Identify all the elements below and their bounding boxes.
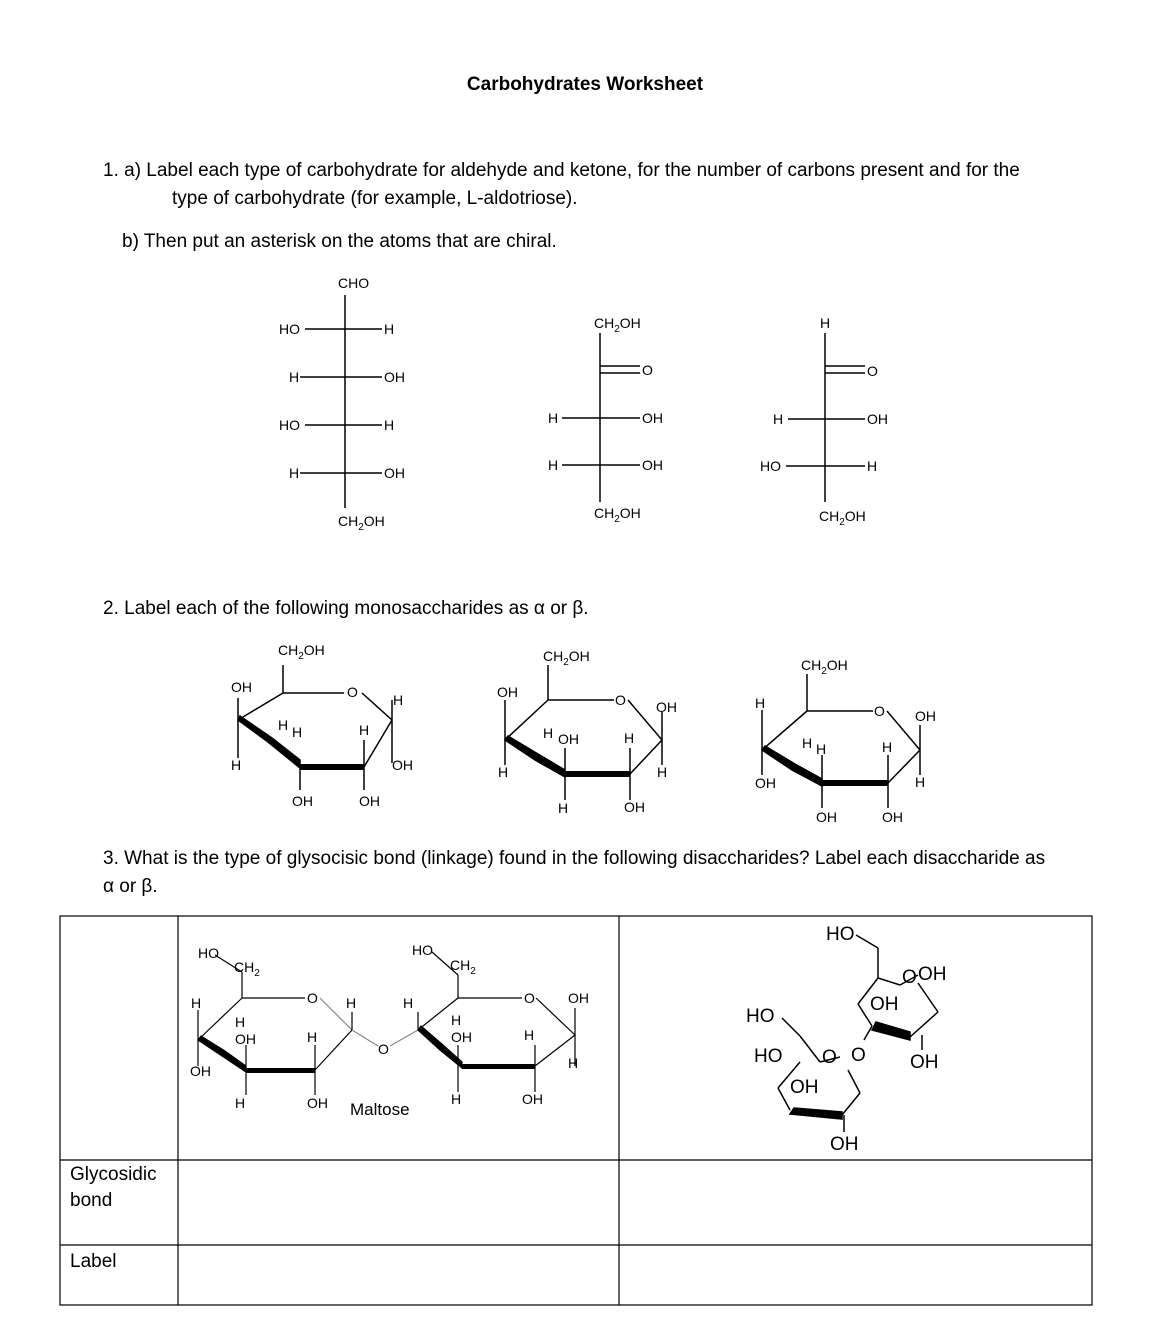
haworth3-oh-bottom2: OH [882,809,903,825]
di2-ring-o-upper: O [902,967,917,988]
di2-ho-mid: HO [746,1006,775,1027]
question-1a-line1: 1. a) Label each type of carbohydrate for aldehyde and ketone, for the number of carbons present and for the [103,160,1020,181]
haworth1-h3: H [359,722,370,738]
haworth1-oh-bottom2: OH [359,793,380,809]
di2-oh-right: OH [910,1052,939,1073]
maltose-ho-left: HO [198,945,219,961]
haworth2-ring-o: O [615,692,626,708]
maltose-label: Maltose [350,1100,410,1119]
haworth1-oh-left: OH [231,679,252,695]
haworth1-h-left: H [231,757,242,773]
di2-ho-top: HO [826,924,855,945]
haworth3-ch2oh: $CH_2OH$ [801,657,848,677]
haworth-ring-3 [762,674,920,808]
di2-oh-upper-mid: OH [870,994,899,1015]
haworth3-oh-bottom1: OH [816,809,837,825]
haworth2-ch2oh: $CH_2OH$ [543,648,590,668]
fischer3-right-2: H [867,458,878,474]
haworth2-h-left: H [498,764,509,780]
haworth3-h1: H [802,735,813,751]
maltose-ho-right: HO [412,942,433,958]
haworth3-h-right: H [915,774,926,790]
maltose-oh3: OH [190,1063,211,1079]
page-title: Carbohydrates Worksheet [466,74,704,95]
haworth1-oh-bottom1: OH [292,793,313,809]
haworth2-h2: H [624,730,635,746]
haworth2-oh-right: OH [656,699,677,715]
fischer1-top: CHO [338,275,370,291]
maltose-h9: H [235,1095,246,1111]
maltose-h5: H [307,1029,318,1045]
maltose-h1: H [191,995,202,1011]
haworth2-h-bottom: H [558,800,569,816]
fischer-projection-3 [786,333,865,502]
row-label-label: Label [70,1251,117,1272]
haworth1-ring-o: O [347,684,358,700]
fischer1-right-4: OH [384,465,405,481]
fischer1-right-1: H [384,321,395,337]
di2-oh-lower-mid: OH [790,1077,819,1098]
fischer1-right-2: OH [384,369,405,385]
maltose-ch2-left: $CH_2$ [234,959,260,979]
fischer1-left-1: HO [279,321,300,337]
fischer3-bottom: $CH_2OH$ [819,508,866,528]
fischer1-right-3: H [384,417,395,433]
fischer2-bottom: $CH_2OH$ [594,505,641,525]
maltose-oh2: OH [451,1029,472,1045]
haworth1-h1: H [278,717,289,733]
fischer2-right-1: OH [642,410,663,426]
di2-oh-bottom: OH [830,1134,859,1155]
maltose-h4: H [235,1014,246,1030]
fischer-projection-1 [300,295,382,508]
haworth2-h1: H [543,725,554,741]
fischer1-bottom: $CH_2OH$ [338,513,385,533]
haworth3-oh-left: OH [755,775,776,791]
fischer-projection-2 [562,333,640,502]
maltose-ring-o-right: O [524,990,535,1006]
haworth1-ch2oh: $CH_2OH$ [278,642,325,662]
di2-ring-o-lower: O [822,1047,837,1068]
row-label-glycosidic-bond: Glycosidic bond [70,1164,157,1211]
question-1b: b) Then put an asterisk on the atoms that are chiral. [122,231,557,252]
maltose-h8: H [568,1055,579,1071]
fischer2-right-2: OH [642,457,663,473]
maltose-h6: H [451,1012,462,1028]
maltose-h10: H [451,1091,462,1107]
haworth3-h2: H [816,741,827,757]
maltose-oh1: OH [235,1031,256,1047]
maltose-oh-right: OH [568,990,589,1006]
fischer3-left-2: HO [760,458,781,474]
haworth2-h-right: H [657,764,668,780]
haworth2-oh-mid: OH [558,731,579,747]
fischer2-left-1: H [548,410,559,426]
haworth1-h-top: H [393,692,404,708]
haworth3-h-left-top: H [755,695,766,711]
maltose-h7: H [524,1027,535,1043]
fischer1-left-3: HO [279,417,300,433]
question-3-line2: α or β. [103,876,158,897]
di2-link-o: O [851,1045,866,1066]
haworth-ring-2 [505,665,662,800]
di2-ho-lower: HO [754,1046,783,1067]
fischer1-left-2: H [289,369,300,385]
maltose-oh4: OH [307,1095,328,1111]
haworth3-ring-o: O [874,703,885,719]
fischer2-top: $CH_2OH$ [594,315,641,335]
disaccharide-2-structure [778,935,938,1132]
di2-oh-upper-right: OH [918,964,947,985]
haworth1-oh-right: OH [392,757,413,773]
maltose-ch2-right: $CH_2$ [450,957,476,977]
fischer3-top: H [820,315,831,331]
fischer3-left-1: H [773,411,784,427]
fischer2-carbonyl-o: O [642,362,653,378]
haworth1-h2: H [292,724,303,740]
fischer2-left-2: H [548,457,559,473]
haworth2-oh-bottom: OH [624,799,645,815]
maltose-link-o: O [378,1041,389,1057]
question-2: 2. Label each of the following monosaccharides as α or β. [103,598,589,619]
question-3-line1: 3. What is the type of glysocisic bond (linkage) found in the following disaccharides? Label each disaccharide as [103,848,1046,869]
question-1a-line2: type of carbohydrate (for example, L-aldotriose). [172,188,578,209]
fischer3-carbonyl-o: O [867,363,878,379]
haworth2-oh-left: OH [497,684,518,700]
haworth3-oh-right: OH [915,708,936,724]
fischer1-left-4: H [289,465,300,481]
haworth3-h3: H [882,739,893,755]
maltose-ring-o-left: O [307,990,318,1006]
maltose-oh5: OH [522,1091,543,1107]
maltose-h3: H [403,995,414,1011]
fischer3-right-1: OH [867,411,888,427]
maltose-h2: H [346,995,357,1011]
